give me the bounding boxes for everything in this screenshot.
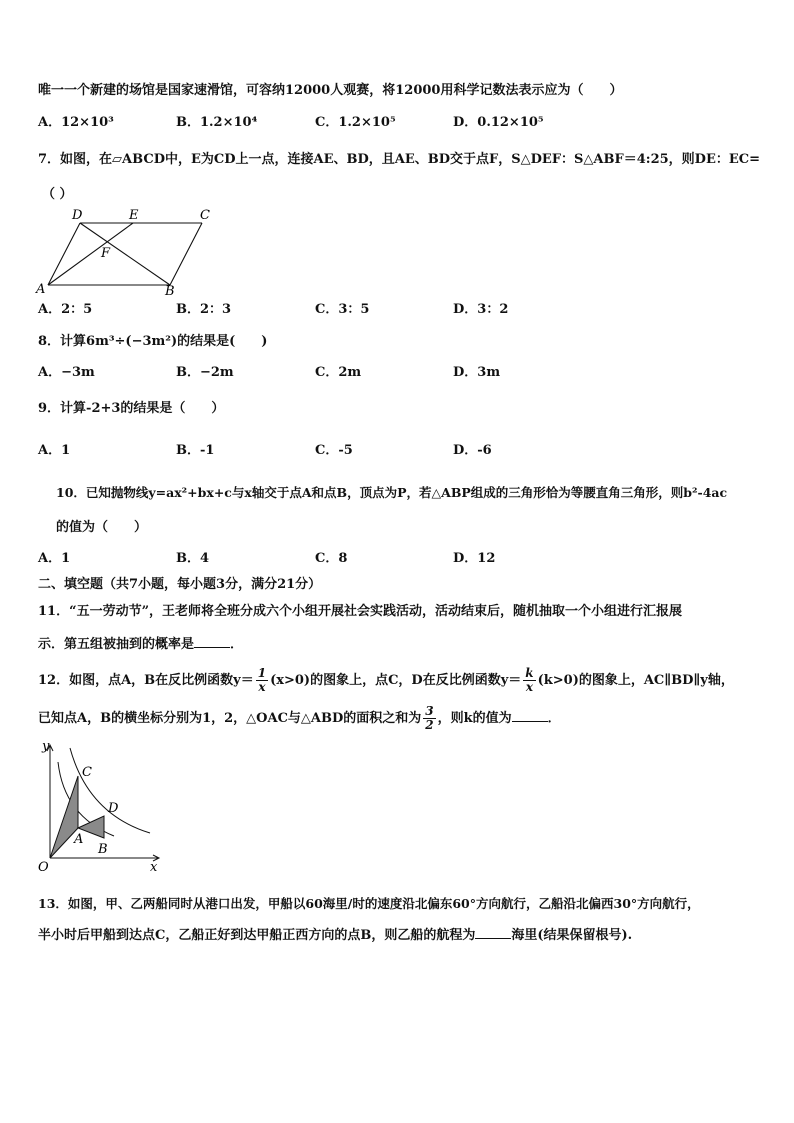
q12-fraction-k-over-x (523, 667, 535, 694)
q7-stem-paren: （ ） (42, 187, 73, 202)
q9-stem: 9．计算-2+3的结果是（ ） (38, 401, 225, 416)
q12-fraction-1-over-x (256, 667, 268, 694)
q7-option-b: B．2：3 (176, 302, 232, 317)
q12-text-4: 已知点A，B的横坐标分别为1，2，△OAC与△ABD的面积之和为 (38, 711, 422, 726)
q12-stem-cont (38, 704, 561, 734)
q6-option-a: A．12×10³ (38, 115, 114, 130)
q10-option-a: A．1 (38, 551, 71, 566)
q12-label-b: B (98, 842, 108, 857)
q10-option-b: B．4 (176, 551, 210, 566)
q11-stem-text: 示．第五组被抽到的概率是 (38, 637, 195, 652)
q7-stem-ratio: S△DEF：S△ABF＝4:25，则DE：EC= (511, 152, 761, 167)
q13-stem-cont (38, 926, 632, 945)
q12-stem (38, 666, 734, 696)
q13-stem-text: 半小时后甲船到达点C，乙船正好到达甲船正西方向的点B，则乙船的航程为 (38, 928, 476, 943)
q13-stem-end: 海里(结果保留根号). (511, 928, 633, 943)
q6-option-d: D．0.12×10⁵ (453, 115, 544, 130)
q7-label-b: B (165, 284, 175, 298)
q12-label-a: A (74, 832, 84, 847)
q8-option-a: A．−3m (38, 365, 95, 380)
q7-label-e: E (129, 208, 139, 223)
q12-label-d: D (108, 801, 119, 816)
q10-stem-cont: 的值为（ ） (56, 520, 148, 535)
q11-answer-blank[interactable] (194, 635, 230, 648)
q13-answer-blank[interactable] (475, 926, 511, 939)
q12-text-2: (x>0)的图象上，点C，D在反比例函数y＝ (270, 673, 522, 688)
q7-parallelogram-figure (34, 206, 224, 298)
q7-label-c: C (200, 208, 210, 223)
q12-label-c: C (82, 765, 92, 780)
q7-side-ad (48, 223, 80, 285)
q12-label-o: O (38, 860, 49, 874)
q13-stem: 13．如图，甲、乙两船同时从港口出发，甲船以60海里/时的速度沿北偏东60°方向航行，乙船沿北偏西30°方向航行， (38, 896, 700, 911)
q7-label-d: D (72, 208, 83, 223)
q12-curve-k-over-x (70, 748, 150, 833)
q8-option-c: C．2m (315, 365, 362, 380)
q7-segment-bd (80, 223, 170, 285)
q12-text-3: (k>0)的图象上，AC∥BD∥y轴， (537, 673, 734, 688)
q7-side-bc (170, 223, 202, 285)
q9-option-d: D．-6 (453, 443, 492, 458)
q7-option-d: D．3：2 (453, 302, 509, 317)
q10-option-c: C．8 (315, 551, 348, 566)
q7-label-a: A (36, 282, 46, 297)
q6-option-b: B．1.2×10⁴ (176, 115, 258, 130)
q9-option-b: B．-1 (176, 443, 215, 458)
q11-stem-cont (38, 635, 243, 654)
q7-option-c: C．3：5 (315, 302, 370, 317)
q7-label-f: F (101, 246, 111, 261)
q11-stem: 11．“五一劳动节”，王老师将全班分成六个小组开展社会实践活动，活动结束后，随机抽取一个小组进行汇报展 (38, 604, 683, 619)
q7-segment-ae (48, 223, 133, 285)
q11-stem-end: ． (230, 637, 244, 652)
q8-option-d: D．3m (453, 365, 501, 380)
q12-frac2-numerator: k (525, 666, 534, 680)
q12-frac1-denominator: x (258, 680, 266, 694)
q8-stem: 8．计算6m³÷(−3m²)的结果是( ) (38, 334, 268, 349)
q8-option-b: B．−2m (176, 365, 234, 380)
q10-stem: 10．已知抛物线y=ax²+bx+c与x轴交于点A和点B，顶点为P，若△ABP组成的三角形恰为等腰直角三角形，则b²-4ac (56, 485, 728, 500)
q12-frac1-numerator: 1 (257, 666, 267, 680)
q12-frac3-denominator: 2 (425, 718, 434, 732)
q12-text-6: ． (547, 711, 561, 726)
q6-stem: 唯一一个新建的场馆是国家速滑馆，可容纳12000人观赛，将12000用科学记数法表示应为（ ） (38, 83, 623, 98)
q7-stem-text: 7．如图，在▱ABCD中，E为CD上一点，连接AE、BD，且AE、BD交于点F， (38, 152, 512, 167)
q12-frac2-denominator: x (525, 680, 533, 694)
q9-option-c: C．-5 (315, 443, 353, 458)
q12-answer-blank[interactable] (512, 709, 548, 722)
q12-hyperbola-figure (36, 738, 170, 874)
q7-stem (38, 151, 760, 169)
q12-label-x: x (150, 860, 158, 874)
q12-text-1: 12．如图，点A，B在反比例函数y＝ (38, 673, 254, 688)
q12-label-y: y (42, 739, 50, 754)
q12-text-5: ，则k的值为 (437, 711, 512, 726)
q12-fraction-3-over-2 (423, 705, 435, 732)
q10-option-d: D．12 (453, 551, 496, 566)
q9-option-a: A．1 (38, 443, 71, 458)
q12-frac3-numerator: 3 (425, 704, 434, 718)
section-title-fill-in: 二、填空题（共7小题，每小题3分，满分21分） (38, 577, 322, 592)
q6-option-c: C．1.2×10⁵ (315, 115, 396, 130)
q7-option-a: A．2：5 (38, 302, 93, 317)
